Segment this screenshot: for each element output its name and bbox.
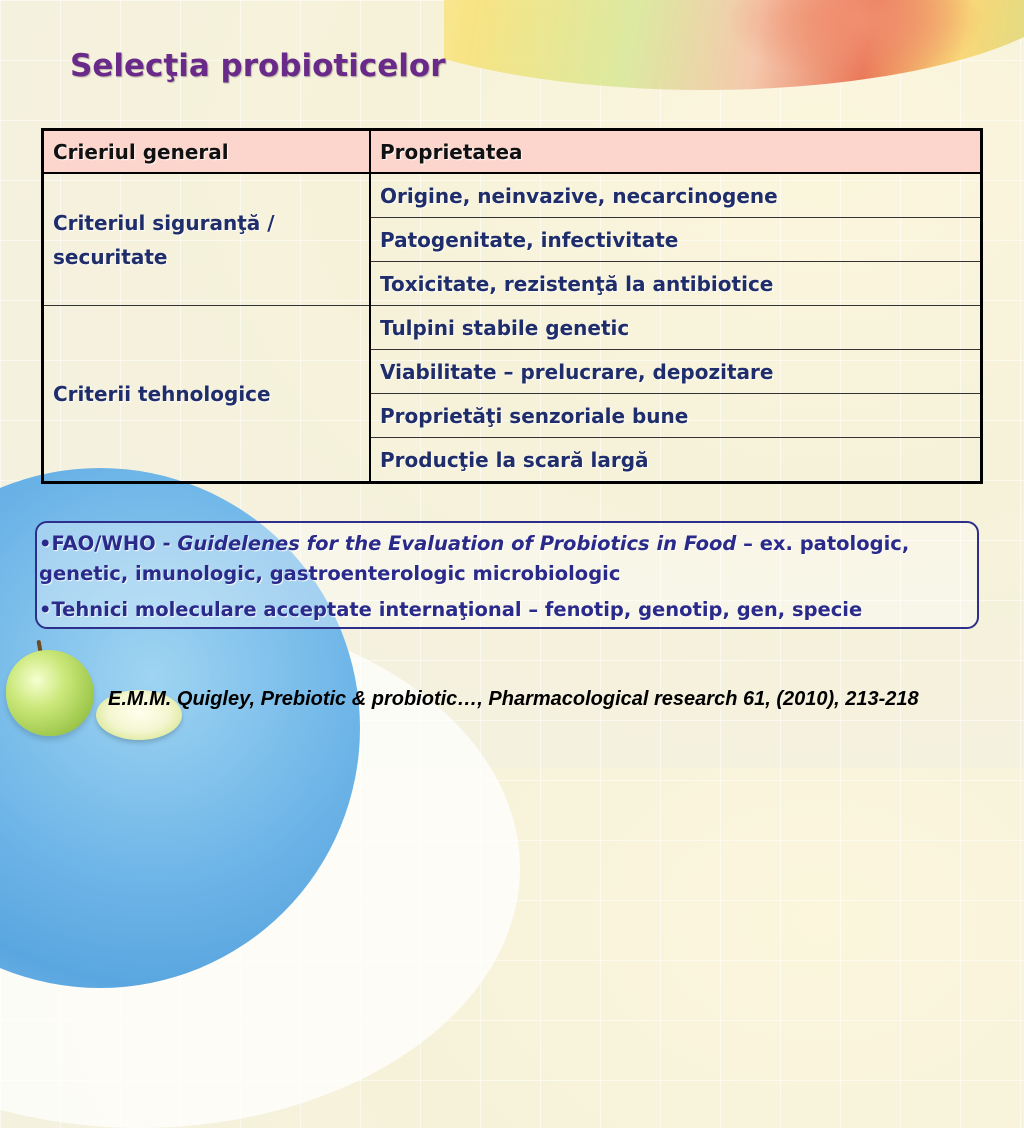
criterion-cell: Criteriul siguranţă / securitate — [43, 173, 371, 306]
citation-text: E.M.M. Quigley, Prebiotic & probiotic…, Pharmacological research 61, (2010), 213-218 — [108, 688, 919, 710]
property-cell: Patogenitate, infectivitate — [370, 218, 982, 262]
table-header-row — [43, 130, 982, 174]
property-cell: Toxicitate, rezistenţă la antibiotice — [370, 262, 982, 306]
criterion-cell: Criterii tehnologice — [43, 306, 371, 483]
property-cell: Origine, neinvazive, necarcinogene — [370, 173, 982, 218]
green-apple-image — [6, 650, 94, 736]
note-item-fao-who — [39, 529, 973, 589]
property-cell: Producţie la scară largă — [370, 438, 982, 483]
criteria-table — [41, 128, 983, 484]
header-criterion: Crieriul general — [43, 130, 371, 174]
note-item-molecular: •Tehnici moleculare acceptate internaţional – fenotip, genotip, gen, specie — [39, 598, 863, 621]
notes-box — [35, 521, 979, 629]
slide-title: Selecţia probioticelor — [70, 48, 446, 84]
property-cell: Viabilitate – prelucrare, depozitare — [370, 350, 982, 394]
note-prefix: •FAO/WHO - — [39, 532, 178, 555]
fruit-banner-image — [444, 0, 1024, 92]
note-guideline-title: Guidelenes for the Evaluation of Probiotics in Food — [177, 532, 737, 555]
property-cell: Tulpini stabile genetic — [370, 306, 982, 350]
header-property: Proprietatea — [370, 130, 982, 174]
table-row — [43, 306, 982, 350]
table-row — [43, 173, 982, 218]
note-suffix: – ex. patologic, genetic, imunologic, gastroenterologic microbiologic — [39, 532, 910, 585]
property-cell: Proprietăţi senzoriale bune — [370, 394, 982, 438]
